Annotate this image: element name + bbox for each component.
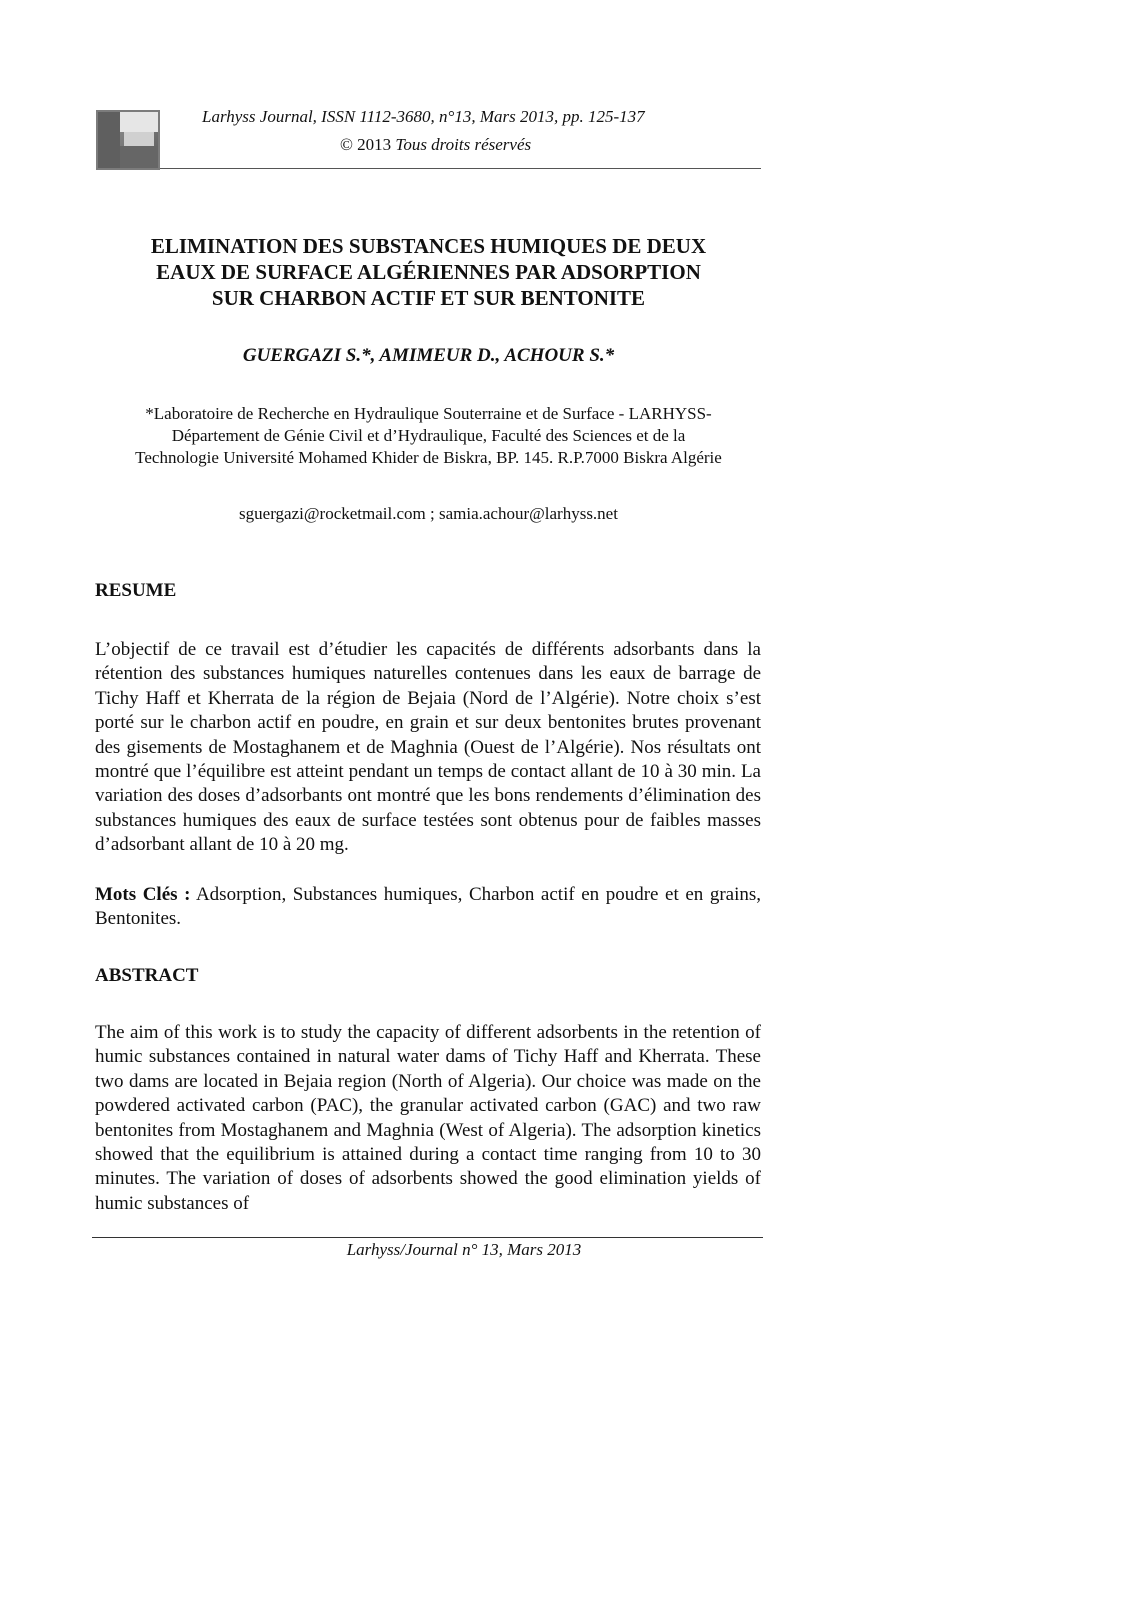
- keywords-label: Mots Clés :: [95, 884, 191, 905]
- affiliation: [96, 403, 761, 469]
- affiliation-line-1: *Laboratoire de Recherche en Hydraulique Souterraine et de Surface - LARHYSS-: [145, 404, 712, 423]
- keywords-paragraph: [95, 883, 761, 932]
- resume-body: L’objectif de ce travail est d’étudier les capacités de différents adsorbants dans la rétention des substances humiques naturelles contenues dans les eaux de barrage de Tichy Haff et Kherrata de la région de Bejaia (Nord de l’Algérie). Notre choix s’est porté sur le charbon actif en poudre, en grain et sur deux bentonites brutes provenant des gisements de Mostaghanem et de Maghnia (Ouest de l’Algérie). Nos résultats ont montré que l’équilibre est atteint pendant un temps de contact allant de 10 à 30 min. La variation des doses d’adsorbants ont montré que les bons rendements d’élimination des substances humiques des eaux de surface testées sont obtenus pour de faibles masses d’adsorbant allant de 10 à 20 mg.: [95, 639, 761, 856]
- header-divider: [160, 168, 761, 169]
- affiliation-line-2: Département de Génie Civil et d’Hydraulique, Faculté des Sciences et de la: [171, 426, 686, 445]
- author-emails: sguergazi@rocketmail.com ; samia.achour@larhyss.net: [239, 504, 618, 523]
- journal-logo: [96, 110, 160, 170]
- abstract-body: The aim of this work is to study the capacity of different adsorbents in the retention of humic substances contained in natural water dams of Tichy Haff and Kherrata. These two dams are located in Bejaia region (North of Algeria). Our choice was made on the powdered activated carbon (PAC), the granular activated carbon (GAC) and two raw bentonites from Mostaghanem and Maghnia (West of Algeria). The adsorption kinetics showed that the equilibrium is attained during a contact time ranging from 10 to 30 minutes. The variation of doses of adsorbents showed the good elimination yields of humic substances of: [95, 1022, 761, 1214]
- copyright-text: Tous droits réservés: [395, 135, 532, 154]
- authors: GUERGAZI S.*, AMIMEUR D., ACHOUR S.*: [242, 345, 615, 366]
- journal-citation: Larhyss Journal, ISSN 1112-3680, n°13, Mars 2013, pp. 125-137: [202, 107, 645, 126]
- resume-heading: RESUME: [95, 580, 177, 601]
- keywords-list: Adsorption, Substances humiques, Charbon actif en poudre et en grains, Bentonites.: [95, 884, 761, 930]
- title-line-2: EAUX DE SURFACE ALGÉRIENNES PAR ADSORPTION: [156, 260, 701, 284]
- affiliation-line-3: Technologie Université Mohamed Khider de Biskra, BP. 145. R.P.7000 Biskra Algérie: [135, 448, 722, 467]
- title-line-3: SUR CHARBON ACTIF ET SUR BENTONITE: [211, 286, 646, 310]
- footer-divider: [92, 1237, 763, 1238]
- abstract-heading: ABSTRACT: [95, 965, 199, 986]
- page-footer: Larhyss/Journal n° 13, Mars 2013: [346, 1240, 582, 1259]
- paper-title: [96, 233, 761, 311]
- copyright-year: © 2013: [340, 135, 396, 154]
- title-line-1: ELIMINATION DES SUBSTANCES HUMIQUES DE DEUX: [150, 234, 707, 258]
- copyright-line: [340, 135, 531, 155]
